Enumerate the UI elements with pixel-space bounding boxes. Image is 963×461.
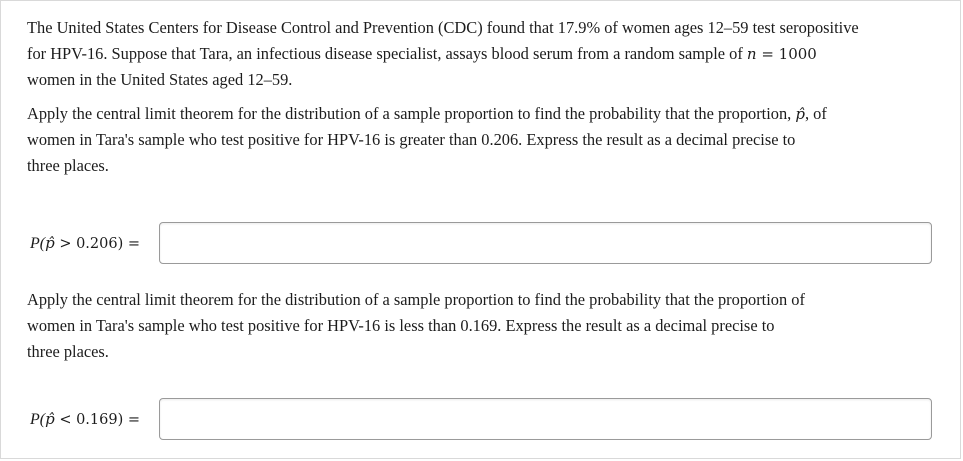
q1-line-2: women in Tara's sample who test positive for HPV-16 is greater than 0.206. Express the result as a decimal precise to	[27, 130, 796, 149]
answer-2-label-condition: < 0.169) =	[54, 411, 141, 428]
q1-line-1: Apply the central limit theorem for the distribution of a sample proportion to find the probability that the proportion,	[27, 104, 796, 123]
q1-line-1-end: , of	[804, 104, 827, 123]
intro-line-1: The United States Centers for Disease Control and Prevention (CDC) found that 17.9% of women ages 12–59 test seropositive	[27, 18, 859, 37]
sample-size-value: = 1000	[756, 45, 817, 63]
answer-2-label-p: P(	[30, 410, 46, 428]
sample-size-variable: n	[746, 45, 757, 63]
q2-line-2: women in Tara's sample who test positive for HPV-16 is less than 0.169. Express the result as a decimal precise to	[27, 316, 775, 335]
question-1-text	[27, 101, 942, 179]
q2-line-1: Apply the central limit theorem for the distribution of a sample proportion to find the probability that the proportion of	[27, 290, 805, 309]
answer-row-1	[30, 222, 158, 264]
answer-2-input[interactable]	[159, 398, 932, 440]
answer-1-label-p: P(	[30, 234, 46, 252]
q2-line-3: three places.	[27, 342, 109, 361]
q1-phat-symbol: p̂	[795, 105, 805, 123]
problem-intro	[27, 15, 942, 93]
answer-2-label-phat: p̂	[45, 409, 55, 428]
answer-1-label-condition: > 0.206) =	[54, 235, 141, 252]
intro-line-2: for HPV-16. Suppose that Tara, an infectious disease specialist, assays blood serum from a random sample of	[27, 44, 747, 63]
answer-row-2	[30, 398, 158, 440]
answer-1-label	[30, 234, 158, 253]
answer-1-label-phat: p̂	[45, 233, 55, 252]
answer-2-label	[30, 410, 158, 429]
q1-line-3: three places.	[27, 156, 109, 175]
intro-line-3: women in the United States aged 12–59.	[27, 70, 293, 89]
question-2-text	[27, 287, 942, 365]
answer-1-input[interactable]	[159, 222, 932, 264]
